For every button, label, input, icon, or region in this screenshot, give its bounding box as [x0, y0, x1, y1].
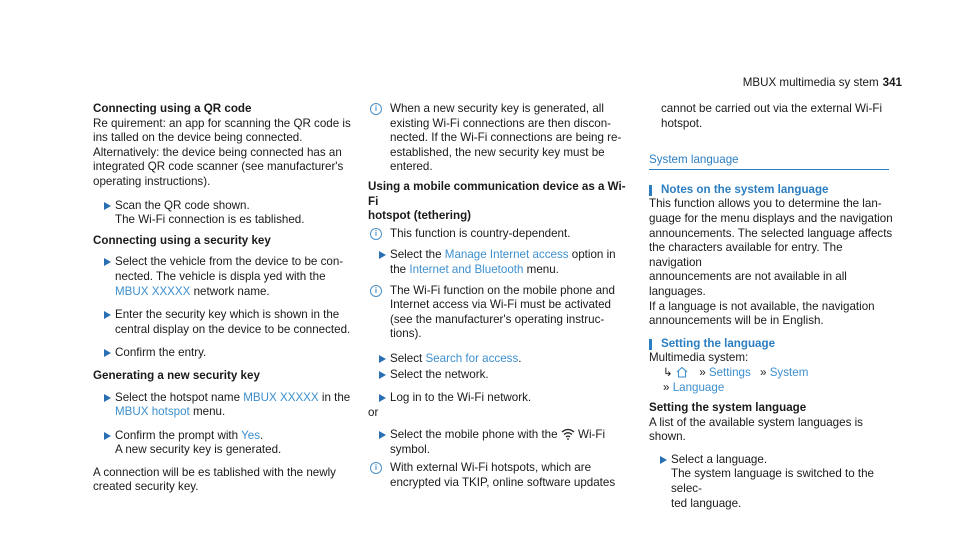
hotspot-menu: MBUX hotspot — [115, 405, 190, 419]
arrow-right-icon — [379, 251, 386, 259]
step-manage-access: Select the Manage Internet access option in the Internet and Bluetooth menu. — [368, 248, 632, 277]
arrow-right-icon — [379, 431, 386, 439]
info-icon: i — [370, 285, 382, 297]
page-number: 341 — [882, 76, 902, 89]
or-text: or — [368, 405, 379, 419]
path-settings: Settings — [708, 365, 751, 379]
step-select-hotspot: Select the hotspot name MBUX XXXXX in the MBUX hotspot menu. — [93, 391, 351, 420]
text: Re quirement: an app for scanning the QR code is — [93, 116, 351, 130]
home-icon — [676, 366, 688, 378]
step-confirm: Confirm the entry. — [93, 346, 351, 361]
page-header — [743, 76, 902, 91]
arrow-right-icon — [379, 371, 386, 379]
text: integrated QR code scanner (see manufacturer's — [93, 160, 344, 174]
column-2 — [368, 102, 632, 491]
column-3 — [649, 102, 893, 511]
note-external-hotspot: i With external Wi-Fi hotspots, which are encrypted via TKIP, online software updates — [368, 461, 632, 490]
menu-path — [649, 366, 893, 381]
step-confirm-prompt: Confirm the prompt with Yes. A new security key is generated. — [93, 429, 351, 458]
heading-generate-key: Generating a new security key — [93, 368, 260, 382]
step-login: Log in to the Wi-Fi network. — [368, 391, 632, 406]
section-system-language: System language — [649, 153, 889, 170]
step-select-network: Select the network. — [368, 368, 632, 383]
step-search-access: Select Search for access. — [368, 352, 632, 367]
heading-setting-language: Setting the language — [649, 337, 893, 352]
note-country: i This function is country-dependent. — [368, 227, 632, 242]
note-continuation: cannot be carried out via the external Wi-Fi hotspot. — [661, 102, 883, 130]
note-new-key: i When a new security key is generated, all existing Wi-Fi connections are then discon‐ nected. If the Wi-Fi connections are being re‐ established, the new security key must be entered. — [368, 102, 632, 175]
wifi-icon — [561, 428, 575, 440]
step-select-vehicle: Select the vehicle from the device to be con‐ nected. The vehicle is displa yed with the MBUX XXXXX network name. — [93, 255, 351, 299]
path-language: Language — [672, 380, 725, 394]
info-icon: i — [370, 462, 382, 474]
arrow-right-icon — [104, 349, 111, 357]
text: ins talled on the device being connected. — [93, 131, 303, 145]
path-system: System — [769, 365, 809, 379]
arrow-right-icon — [379, 355, 386, 363]
double-chevron-icon: » — [663, 380, 670, 394]
arrow-right-icon — [104, 432, 111, 440]
language-notes-text: This function allows you to determine the lan‐ guage for the menu displays and the navigation announcements. The selected language affects the characters available for entry. The navigation announcements are not available in all languages. If a language is not available, the navigation announcements will be in English. — [649, 197, 893, 328]
search-for-access: Search for access — [425, 351, 519, 365]
list-text: A list of the available system languages is shown. — [649, 415, 863, 444]
info-icon: i — [370, 228, 382, 240]
step-enter-key: Enter the security key which is shown in the central display on the device to be connected. — [93, 308, 351, 337]
arrow-right-icon — [660, 456, 667, 464]
arrow-right-icon — [104, 394, 111, 402]
running-title: MBUX multimedia sy stem — [742, 76, 879, 89]
arrow-right-icon — [104, 202, 111, 210]
heading-setting-system-language: Setting the system language — [649, 401, 807, 415]
return-arrow-icon: ↳ — [663, 365, 673, 379]
internet-bluetooth-menu: Internet and Bluetooth — [409, 262, 524, 276]
text: Alternatively: the device being connected has an — [93, 145, 342, 159]
heading-qr: Connecting using a QR code — [93, 102, 252, 115]
hotspot-name: MBUX XXXXX — [243, 390, 319, 404]
heading-security-key: Connecting using a security key — [93, 233, 271, 247]
note-wifi-function: i The Wi-Fi function on the mobile phone and Internet access via Wi-Fi must be activated (see the manufacturer's operating instruc‐ tions). — [368, 284, 632, 342]
step-select-phone: Select the mobile phone with the Wi-Fi symbol. — [368, 428, 632, 457]
network-name: MBUX XXXXX — [115, 284, 191, 298]
menu-path-2 — [649, 381, 893, 396]
multimedia-system-label: Multimedia system: — [649, 351, 749, 365]
closing-text: A connection will be es tablished with the newly created security key. — [93, 465, 336, 494]
double-chevron-icon: » — [699, 365, 706, 379]
heading-tethering: Using a mobile communication device as a Wi-Fi hotspot (tethering) — [368, 179, 626, 223]
manage-internet-access: Manage Internet access — [444, 248, 569, 262]
yes-option: Yes — [241, 428, 260, 442]
info-icon: i — [370, 103, 382, 115]
heading-notes-language: Notes on the system language — [649, 183, 893, 198]
column-1 — [93, 102, 351, 495]
double-chevron-icon: » — [760, 365, 767, 379]
arrow-right-icon — [104, 258, 111, 266]
step-select-language: Select a language. The system language is switched to the selec‐ ted language. — [649, 453, 893, 511]
text: operating instructions). — [93, 174, 211, 188]
step-scan: Scan the QR code shown. The Wi-Fi connection is es tablished. — [93, 199, 351, 228]
arrow-right-icon — [379, 394, 386, 402]
arrow-right-icon — [104, 311, 111, 319]
